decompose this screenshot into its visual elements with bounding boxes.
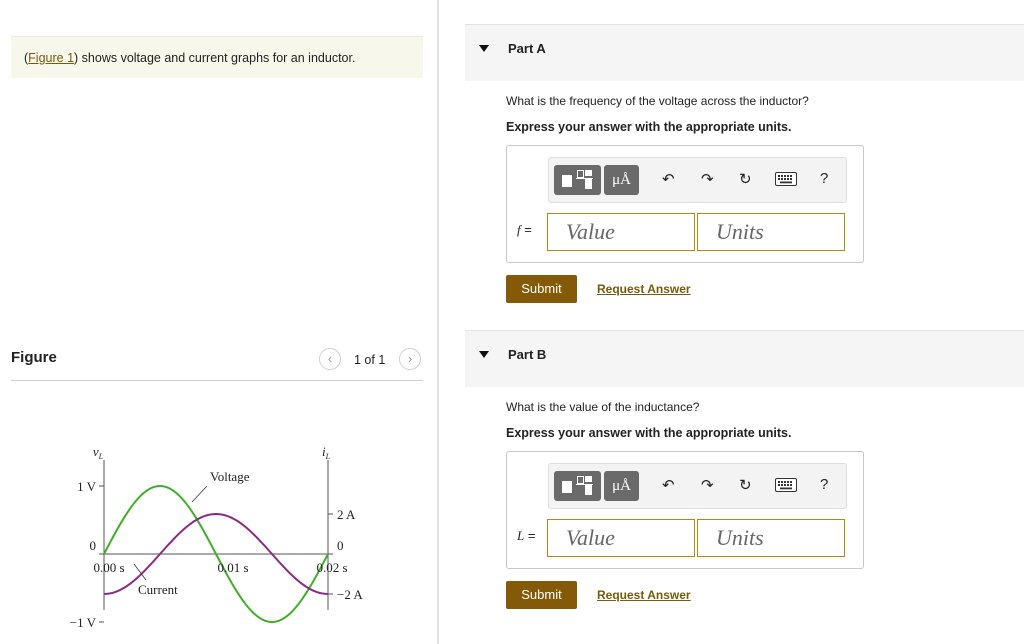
left-axis-title: $v_L$ [92, 444, 104, 461]
value-input[interactable]: Value [547, 519, 695, 557]
question-text: What is the frequency of the voltage across the inductor? [506, 94, 809, 108]
request-answer-link[interactable]: Request Answer [597, 588, 691, 602]
templates-icon[interactable] [554, 471, 601, 501]
time-tick-label: 0.01 s [217, 560, 249, 575]
submit-button[interactable]: Submit [506, 275, 577, 303]
voltage-label: Voltage [210, 469, 250, 484]
collapse-triangle-icon[interactable] [479, 351, 489, 358]
part-title: Part A [508, 41, 546, 56]
templates-icon[interactable] [554, 165, 601, 195]
figure-title: Figure [11, 349, 57, 366]
keyboard-icon[interactable] [775, 172, 797, 190]
left-tick-label: −1 V [69, 615, 96, 630]
keyboard-icon[interactable] [775, 478, 797, 496]
submit-button[interactable]: Submit [506, 581, 577, 609]
time-tick-label: 0.00 s [93, 560, 125, 575]
left-tick-label: 1 V [77, 479, 96, 494]
right-tick-label: 2 A [337, 507, 356, 522]
right-axis-title-sub: L [325, 452, 331, 461]
instruction-text: Express your answer with the appropriate units. [506, 120, 792, 134]
equals-sign: = [524, 528, 536, 543]
value-input[interactable]: Value [547, 213, 695, 251]
instruction-text: Express your answer with the appropriate units. [506, 426, 792, 440]
math-toolbar [548, 157, 847, 203]
left-pane [0, 0, 437, 644]
variable-label [517, 222, 532, 238]
left-tick-label: 0 [89, 538, 96, 553]
units-icon[interactable]: μÅ [604, 165, 639, 195]
figure-header [11, 346, 423, 381]
undo-icon[interactable]: ↶ [662, 171, 675, 188]
answer-box [506, 451, 864, 569]
units-input[interactable]: Units [697, 213, 845, 251]
figure-pager: 1 of 1 [354, 353, 386, 367]
figure-link[interactable]: Figure 1 [28, 51, 75, 65]
request-answer-link[interactable]: Request Answer [597, 282, 691, 296]
variable-name: L [517, 528, 525, 543]
left-axis-title-sub: L [98, 452, 104, 461]
part-title: Part B [508, 347, 547, 362]
right-axis-title: $i_L$ [321, 444, 331, 461]
units-input[interactable]: Units [697, 519, 845, 557]
voltage-current-chart [40, 430, 400, 630]
question-text: What is the value of the inductance? [506, 400, 700, 414]
equals-sign: = [520, 222, 532, 237]
part-header[interactable] [465, 330, 1024, 387]
chevron-right-icon[interactable]: › [399, 348, 421, 370]
reset-icon[interactable]: ↻ [739, 477, 752, 494]
redo-icon[interactable]: ↷ [701, 171, 714, 188]
variable-name: f [517, 222, 521, 237]
reset-icon[interactable]: ↻ [739, 171, 752, 188]
time-tick-label: 0.02 s [316, 560, 348, 575]
figure-intro [11, 36, 423, 78]
pane-divider [437, 0, 439, 644]
current-label: Current [138, 582, 178, 597]
undo-icon[interactable]: ↶ [662, 477, 675, 494]
answer-box [506, 145, 864, 263]
chevron-left-icon[interactable]: ‹ [319, 348, 341, 370]
collapse-triangle-icon[interactable] [479, 45, 489, 52]
help-icon[interactable]: ? [820, 476, 829, 493]
intro-prefix: ( [24, 51, 29, 65]
voltage-leader-line [192, 486, 207, 502]
help-icon[interactable]: ? [820, 170, 829, 187]
math-toolbar [548, 463, 847, 509]
redo-icon[interactable]: ↷ [701, 477, 714, 494]
units-icon[interactable]: μÅ [604, 471, 639, 501]
variable-label [517, 528, 535, 544]
part-header[interactable] [465, 24, 1024, 81]
intro-text: ) shows voltage and current graphs for an inductor. [74, 51, 356, 65]
right-tick-label: 0 [337, 538, 344, 553]
right-tick-label: −2 A [337, 587, 363, 602]
